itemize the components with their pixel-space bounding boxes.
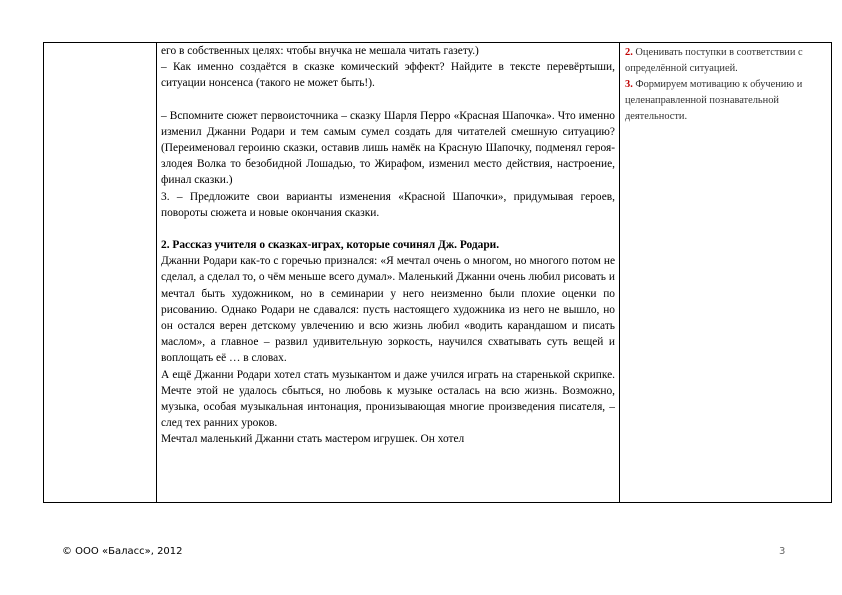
table-column-content [157,43,620,502]
goal-number: 2. [625,47,633,58]
page-number: 3 [779,546,786,557]
goal-text: Формируем мотивацию к обучению и целенаправленной познавательной деятельности. [625,79,803,122]
section-heading: 2. Рассказ учителя о сказках-играх, которые сочинял Дж. Родари. [161,239,500,252]
footer-copyright: © ООО «Баласс», 2012 [62,546,183,557]
goal-text: Оценивать поступки в соответствии с определённой ситуацией. [625,47,803,74]
paragraph: – Вспомните сюжет первоисточника – сказку Шарля Перро «Красная Шапочка». Что именно изменил Джанни Родари и тем самым сумел создать для читателей смешную ситуацию? (Переименовал героиню сказки, оставив лишь намёк на Красную Шапочку, подменял героя-злодея Волка то безобидной Лошадью, то Жирафом, изменил место действия, настроение, финал сказки.) [161,109,615,187]
spacer [161,92,615,108]
content-text [161,43,615,448]
lesson-table [43,42,832,503]
goals-text [625,45,828,125]
goal-number: 3. [625,79,633,90]
table-column-goals [620,43,831,502]
paragraph: его в собственных целях: чтобы внучка не мешала читать газету.) [161,45,479,57]
table-column-stage [44,43,157,502]
paragraph: Джанни Родари как-то с горечью признался: «Я мечтал очень о многом, но многого потом не сделал, а сделал то, о чём меньше всего думал». Маленький Джанни очень любил рисовать и мечтал быть художником, но в семинарии у него неизменно были плохие оценки по рисованию. Однако Родари не сдавался: пусть настоящего художника из него не вышло, но он остался верен детскому увлечению и всю жизнь любил «водить карандашом и писать маслом», а главное – развил удивительную зоркость, научился схватывать суть вещей и воплощать её … в словах. [161,255,615,365]
paragraph: А ещё Джанни Родари хотел стать музыкантом и даже учился играть на старенькой скрипке. Мечте этой не удалось сбыться, но любовь к музыке осталась на всю жизнь. Возможно, музыка, особая музыкальная интонация, пронизывающая многие произведения писателя, – след тех ранних уроков. [161,368,615,430]
goal-item [625,77,828,125]
goal-item [625,45,828,77]
paragraph: 3. – Предложите свои варианты изменения «Красной Шапочки», придумывая героев, повороты сюжета и новые окончания сказки. [161,190,615,219]
spacer [161,221,615,237]
paragraph: – Как именно создаётся в сказке комический эффект? Найдите в тексте перевёртыши, ситуации нонсенса (такого не может быть!). [161,61,615,90]
paragraph: Мечтал маленький Джанни стать мастером игрушек. Он хотел [161,433,465,446]
